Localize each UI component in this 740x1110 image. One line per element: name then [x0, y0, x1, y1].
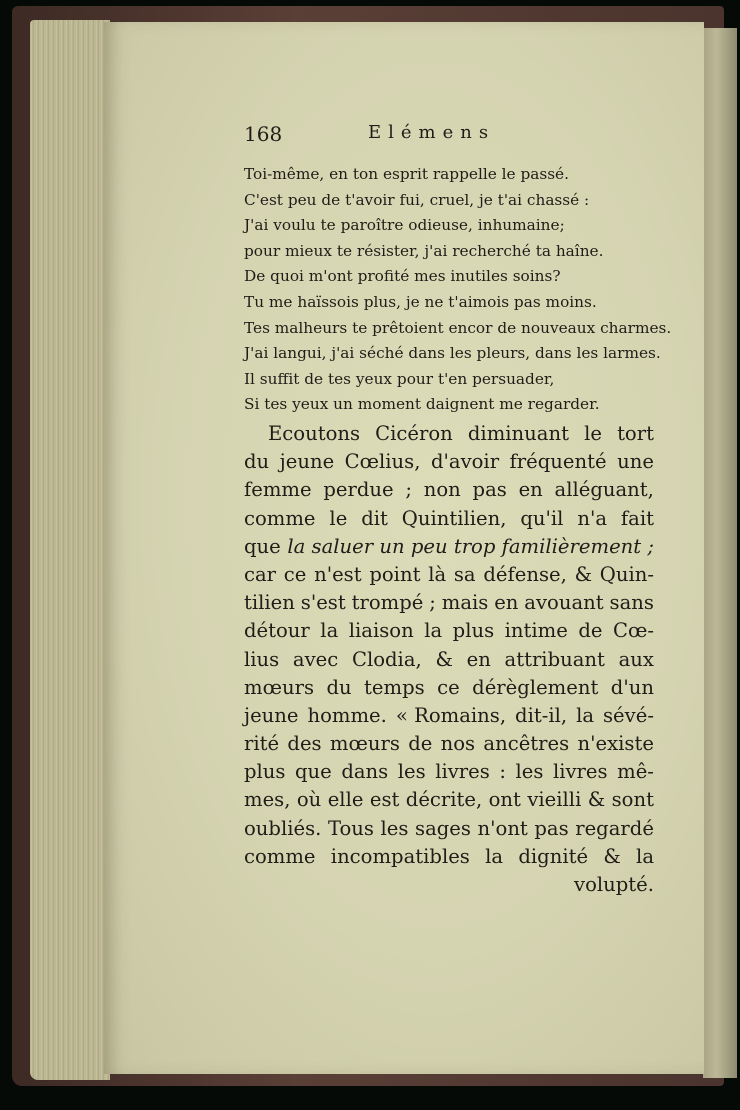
prose-word: intime: [504, 619, 568, 643]
prose-word: fréquenté: [509, 450, 607, 474]
prose-word: une: [617, 450, 654, 474]
prose-word: dérèglement: [472, 675, 599, 699]
prose-word: n'ont: [477, 816, 528, 840]
prose-word: ce: [283, 562, 307, 586]
prose-word: sa: [453, 562, 476, 586]
verse-line: Si tes yeux un moment daignent me regarder.: [244, 395, 600, 414]
prose-word: fait: [620, 506, 654, 530]
prose-word: vieilli: [527, 788, 582, 812]
prose-line: [244, 674, 654, 702]
prose-word: nos: [440, 732, 476, 756]
prose-word: Ecoutons: [268, 422, 361, 445]
verse-block: [244, 162, 684, 418]
prose-word: en: [466, 647, 491, 671]
prose-word: non: [423, 478, 461, 502]
prose-word: &: [587, 788, 606, 812]
prose-word: la: [485, 844, 504, 868]
prose-word: là: [428, 562, 447, 586]
running-title: Elémens: [368, 122, 496, 143]
prose-word: diminuant: [467, 422, 569, 445]
prose-word: comme: [244, 844, 316, 868]
prose-word: elle: [327, 788, 364, 812]
prose-line: [244, 871, 654, 899]
prose-word: s'est: [300, 591, 346, 615]
prose-word: le: [584, 422, 602, 445]
page-edges-right: [703, 28, 737, 1078]
prose-word: est: [369, 788, 400, 812]
prose-word: détour: [244, 619, 310, 643]
prose-word: Cicéron: [375, 422, 453, 445]
prose-line: [244, 448, 654, 476]
prose-word: &: [574, 562, 593, 586]
prose-word: qu'il: [520, 506, 564, 530]
verse-line: C'est peu de t'avoir fui, cruel, je t'ai chassé :: [244, 190, 590, 209]
prose-word: jeune: [244, 703, 299, 727]
prose-word: ;: [405, 478, 412, 502]
prose-word: car: [244, 562, 277, 586]
prose-word: livres: [552, 760, 608, 784]
prose-line: [244, 843, 654, 871]
prose-word: sévé-: [603, 703, 654, 727]
prose-word: les: [380, 816, 409, 840]
prose-line: [244, 815, 654, 843]
prose-line: [244, 476, 654, 504]
prose-word: point: [369, 562, 421, 586]
prose-word: lius: [244, 647, 280, 671]
prose-word: de: [408, 732, 433, 756]
prose-word: rité: [244, 732, 280, 756]
prose-word: sont: [611, 788, 654, 812]
prose-line: [244, 730, 654, 758]
prose-word: comme: [244, 506, 316, 530]
prose-word: décrite,: [405, 788, 483, 812]
prose-word: où: [296, 788, 322, 812]
prose-word: le: [329, 506, 348, 530]
prose-word: en: [494, 591, 519, 615]
prose-word: liaison: [348, 619, 414, 643]
prose-word: regardé: [575, 816, 654, 840]
prose-word: tort: [617, 422, 654, 445]
prose-word: n'est: [314, 562, 362, 586]
prose-word: livres: [435, 760, 490, 784]
verse-line: Tu me haïssois plus, je ne t'aimois pas moins.: [244, 292, 597, 311]
verse-line: J'ai voulu te paroître odieuse, inhumaine;: [244, 216, 565, 235]
prose-word: mœurs: [244, 675, 314, 699]
prose-line: [244, 420, 654, 448]
prose-word: femme: [244, 478, 312, 502]
prose-line: [244, 505, 654, 533]
prose-word: défense,: [483, 562, 567, 586]
prose-word: &: [603, 844, 621, 868]
prose-line: [244, 617, 654, 645]
italic-quote: la saluer un peu trop familièrement ;: [287, 534, 654, 558]
prose-word: dit-il,: [515, 703, 568, 727]
prose-word: dignité: [518, 844, 589, 868]
prose-word: dit: [361, 506, 388, 530]
prose-word: du: [244, 450, 270, 474]
prose-word: homme.: [307, 703, 387, 727]
prose-word: Cœlius,: [344, 450, 421, 474]
prose-word: mê-: [617, 760, 654, 784]
verse-line: pour mieux te résister, j'ai recherché ta haîne.: [244, 241, 604, 260]
prose-word: oubliés.: [244, 816, 322, 840]
prose-word: avec: [292, 647, 339, 671]
prose-word: dans: [341, 760, 389, 784]
verse-line: Tes malheurs te prêtoient encor de nouveaux charmes.: [244, 318, 672, 337]
prose-word: ont: [488, 788, 521, 812]
prose-word: mes,: [244, 788, 291, 812]
prose-word: Clodia,: [351, 647, 422, 671]
prose-line: [244, 758, 654, 786]
prose-word: mœurs: [329, 732, 400, 756]
prose-word: aux: [618, 647, 654, 671]
prose-word: Quin-: [599, 562, 654, 586]
prose-word: d'un: [610, 675, 654, 699]
prose-word: alléguant,: [554, 478, 654, 502]
prose-word: volupté.: [574, 873, 654, 896]
prose-word: ancêtres: [483, 732, 570, 756]
prose-word: que: [295, 760, 332, 784]
prose-word: la: [576, 703, 595, 727]
prose-word: trompé: [351, 591, 424, 615]
prose-word: les: [397, 760, 426, 784]
prose-word: sans: [609, 591, 654, 615]
prose-word: Quintilien,: [401, 506, 507, 530]
prose-word: ;: [429, 591, 436, 615]
prose-word: jeune: [279, 450, 335, 474]
prose-word: plus: [244, 760, 286, 784]
prose-word: pas: [534, 816, 569, 840]
prose-line: [244, 533, 654, 561]
prose-word: la: [424, 619, 443, 643]
prose-line: [244, 646, 654, 674]
prose-line: [244, 702, 654, 730]
page-edges-left: [30, 20, 110, 1080]
prose-word: Cœ-: [612, 619, 654, 643]
prose-line: [244, 589, 654, 617]
page-number: 168: [244, 122, 283, 146]
prose-word: tilien: [244, 591, 295, 615]
prose-word: temps: [364, 675, 425, 699]
prose-word: sages: [415, 816, 471, 840]
verse-line: J'ai langui, j'ai séché dans les pleurs, dans les larmes.: [244, 344, 661, 363]
prose-paragraph: [244, 420, 654, 899]
prose-word: de: [578, 619, 603, 643]
page-header: [244, 122, 544, 152]
prose-word: que: [244, 534, 281, 558]
prose-line: [244, 561, 654, 589]
prose-word: la: [320, 619, 339, 643]
prose-word: les: [515, 760, 544, 784]
prose-word: ce: [437, 675, 460, 699]
prose-word: d'avoir: [430, 450, 500, 474]
prose-word: n'existe: [577, 732, 654, 756]
prose-word: des: [287, 732, 322, 756]
prose-word: perdue: [323, 478, 394, 502]
prose-word: avouant: [524, 591, 604, 615]
prose-word: du: [326, 675, 352, 699]
prose-word: pas: [472, 478, 507, 502]
prose-word: :: [499, 760, 506, 784]
prose-word: mais: [441, 591, 489, 615]
verse-line: Toi-même, en ton esprit rappelle le passé.: [244, 165, 569, 183]
verse-line: De quoi m'ont profité mes inutiles soins?: [244, 267, 561, 286]
prose-word: plus: [452, 619, 495, 643]
prose-word: la: [636, 844, 654, 868]
prose-word: en: [518, 478, 543, 502]
prose-word: « Romains,: [395, 703, 507, 727]
prose-word: Tous: [327, 816, 374, 840]
verse-line: Il suffit de tes yeux pour t'en persuader,: [244, 369, 555, 388]
prose-word: n'a: [577, 506, 608, 530]
prose-word: &: [435, 647, 453, 671]
prose-word: attribuant: [504, 647, 605, 671]
prose-word: incompatibles: [330, 844, 470, 868]
prose-line: [244, 786, 654, 814]
